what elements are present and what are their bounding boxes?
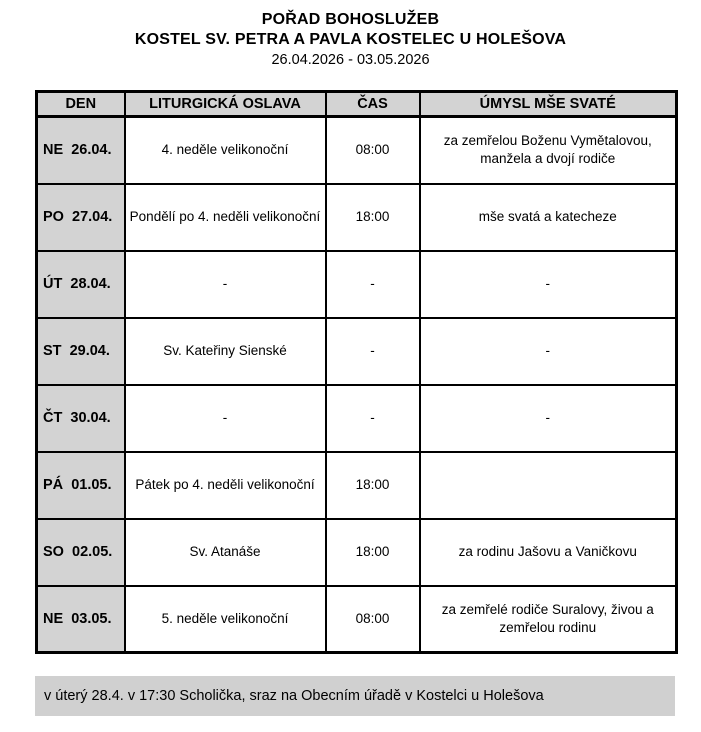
- intention-cell: mše svatá a katecheze: [420, 184, 677, 251]
- table-row: [37, 117, 677, 184]
- day-cell: ÚT 28.04.: [37, 251, 125, 318]
- celebration-cell: Sv. Atanáše: [125, 519, 326, 586]
- table-row: [37, 251, 677, 318]
- day-cell: SO 02.05.: [37, 519, 125, 586]
- day-cell: NE 26.04.: [37, 117, 125, 184]
- page-title: POŘAD BOHOSLUŽEB: [261, 11, 440, 28]
- schedule-table: [35, 90, 678, 654]
- table-header-row: [37, 92, 677, 117]
- intention-cell: za zemřelou Boženu Vymětalovou, manžela a dvojí rodiče: [420, 117, 677, 184]
- column-header-oslava: LITURGICKÁ OSLAVA: [125, 92, 326, 117]
- table-row: [37, 519, 677, 586]
- table-row: [37, 385, 677, 452]
- column-header-cas: ČAS: [326, 92, 420, 117]
- time-cell: 08:00: [326, 586, 420, 653]
- table-row: [37, 586, 677, 653]
- time-cell: 18:00: [326, 452, 420, 519]
- column-header-umysl: ÚMYSL MŠE SVATÉ: [420, 92, 677, 117]
- celebration-cell: -: [125, 385, 326, 452]
- column-header-den: DEN: [37, 92, 125, 117]
- time-cell: 18:00: [326, 184, 420, 251]
- celebration-cell: 5. neděle velikonoční: [125, 586, 326, 653]
- celebration-cell: Pátek po 4. neděli velikonoční: [125, 452, 326, 519]
- intention-cell: -: [420, 385, 677, 452]
- intention-cell: za zemřelé rodiče Suralovy, živou a zemřelou rodinu: [420, 586, 677, 653]
- table-row: [37, 452, 677, 519]
- day-cell: PÁ 01.05.: [37, 452, 125, 519]
- day-cell: ST 29.04.: [37, 318, 125, 385]
- page-subtitle: KOSTEL SV. PETRA A PAVLA KOSTELEC U HOLEŠOVA: [134, 31, 567, 48]
- intention-cell: [420, 452, 677, 519]
- day-cell: NE 03.05.: [37, 586, 125, 653]
- intention-cell: -: [420, 318, 677, 385]
- intention-cell: -: [420, 251, 677, 318]
- footer-note-bar: [35, 676, 675, 716]
- celebration-cell: -: [125, 251, 326, 318]
- time-cell: 18:00: [326, 519, 420, 586]
- footer-note-text: v úterý 28.4. v 17:30 Scholička, sraz na Obecním úřadě v Kostelci u Holešova: [44, 688, 544, 704]
- day-cell: ČT 30.04.: [37, 385, 125, 452]
- date-range: 26.04.2026 - 03.05.2026: [271, 52, 430, 68]
- schedule-body: [37, 117, 677, 653]
- intention-cell: za rodinu Jašovu a Vaničkovu: [420, 519, 677, 586]
- celebration-cell: Pondělí po 4. neděli velikonoční: [125, 184, 326, 251]
- time-cell: -: [326, 318, 420, 385]
- table-row: [37, 184, 677, 251]
- table-row: [37, 318, 677, 385]
- celebration-cell: 4. neděle velikonoční: [125, 117, 326, 184]
- time-cell: 08:00: [326, 117, 420, 184]
- time-cell: -: [326, 251, 420, 318]
- celebration-cell: Sv. Kateřiny Sienské: [125, 318, 326, 385]
- time-cell: -: [326, 385, 420, 452]
- title-block: [0, 10, 701, 70]
- day-cell: PO 27.04.: [37, 184, 125, 251]
